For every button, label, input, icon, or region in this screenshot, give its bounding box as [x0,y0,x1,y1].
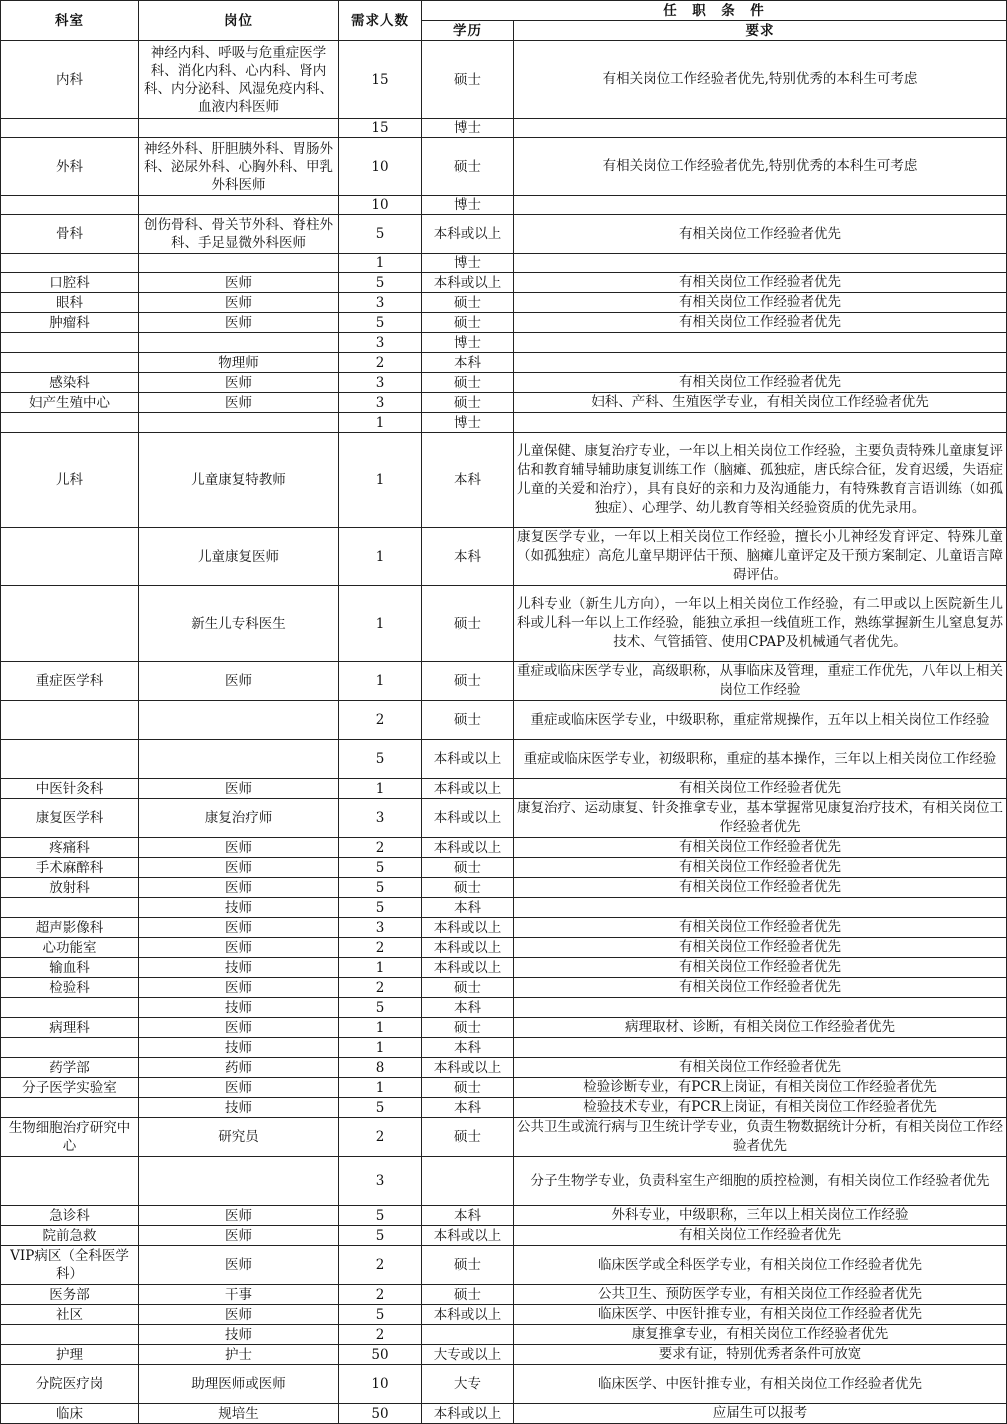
table-row [1,1226,1007,1246]
dept-cell: 重症医学科 [1,662,139,701]
count-cell: 3 [339,333,422,353]
count-cell: 10 [339,196,422,215]
dept-cell [1,701,139,740]
education-cell: 硕士 [422,858,514,878]
position-cell: 医师 [139,978,339,998]
dept-cell: 手术麻醉科 [1,858,139,878]
dept-cell: 肿瘤科 [1,313,139,333]
education-cell: 本科或以上 [422,958,514,978]
dept-cell: 院前急救 [1,1226,139,1246]
dept-cell: 中医针灸科 [1,779,139,799]
education-cell: 本科 [422,528,514,586]
table-row [1,333,1007,353]
count-cell: 1 [339,1078,422,1098]
position-cell: 医师 [139,1226,339,1246]
requirement-cell: 有相关岗位工作经验者优先 [514,858,1007,878]
education-cell: 硕士 [422,138,514,196]
table-row [1,254,1007,273]
count-cell: 3 [339,293,422,313]
count-cell: 8 [339,1058,422,1078]
header-position: 岗位 [139,1,339,41]
count-cell: 2 [339,978,422,998]
dept-cell [1,413,139,433]
count-cell: 5 [339,1098,422,1118]
table-row [1,1038,1007,1058]
requirement-cell: 有相关岗位工作经验者优先 [514,1226,1007,1246]
dept-cell [1,353,139,373]
position-cell: 物理师 [139,353,339,373]
requirement-cell: 临床医学或全科医学专业，有相关岗位工作经验者优先 [514,1246,1007,1285]
position-cell: 技师 [139,1098,339,1118]
table-row [1,1285,1007,1305]
position-cell [139,740,339,779]
count-cell: 5 [339,1206,422,1226]
count-cell: 3 [339,373,422,393]
position-cell: 技师 [139,998,339,1018]
table-row [1,1206,1007,1226]
count-cell: 10 [339,1365,422,1404]
education-cell: 本科或以上 [422,779,514,799]
table-row [1,978,1007,998]
table-row [1,1118,1007,1157]
table-row [1,662,1007,701]
table-row [1,119,1007,138]
dept-cell: 放射科 [1,878,139,898]
count-cell: 5 [339,878,422,898]
header-row-1 [1,1,1007,21]
header-conditions: 任 职 条 件 [422,1,1007,21]
dept-cell [1,196,139,215]
dept-cell: 生物细胞治疗研究中心 [1,1118,139,1157]
position-cell: 新生儿专科医生 [139,586,339,662]
dept-cell [1,1098,139,1118]
header-count: 需求人数 [339,1,422,41]
requirement-cell: 临床医学、中医针推专业，有相关岗位工作经验者优先 [514,1365,1007,1404]
education-cell [422,1325,514,1345]
count-cell: 3 [339,393,422,413]
requirement-cell: 有相关岗位工作经验者优先 [514,293,1007,313]
position-cell [139,413,339,433]
education-cell: 本科 [422,898,514,918]
dept-cell: 感染科 [1,373,139,393]
education-cell: 硕士 [422,1078,514,1098]
education-cell [422,1157,514,1206]
education-cell: 本科 [422,1098,514,1118]
requirement-cell: 有相关岗位工作经验者优先 [514,373,1007,393]
table-row [1,838,1007,858]
requirement-cell: 有相关岗位工作经验者优先 [514,215,1007,254]
count-cell: 5 [339,215,422,254]
table-row [1,998,1007,1018]
dept-cell: 口腔科 [1,273,139,293]
position-cell [139,119,339,138]
education-cell: 硕士 [422,373,514,393]
count-cell: 1 [339,1038,422,1058]
table-row [1,898,1007,918]
header-requirement: 要求 [514,21,1007,41]
dept-cell: 输血科 [1,958,139,978]
position-cell: 医师 [139,1246,339,1285]
table-row [1,393,1007,413]
count-cell: 50 [339,1345,422,1365]
position-cell: 医师 [139,1078,339,1098]
requirement-cell [514,119,1007,138]
position-cell: 医师 [139,313,339,333]
position-cell: 规培生 [139,1404,339,1424]
requirement-cell [514,413,1007,433]
education-cell: 本科 [422,353,514,373]
count-cell: 5 [339,273,422,293]
table-row [1,528,1007,586]
dept-cell: 康复医学科 [1,799,139,838]
count-cell: 1 [339,413,422,433]
education-cell: 本科 [422,1038,514,1058]
requirement-cell: 有相关岗位工作经验者优先 [514,958,1007,978]
requirement-cell: 有相关岗位工作经验者优先 [514,978,1007,998]
table-row [1,41,1007,119]
position-cell: 医师 [139,662,339,701]
dept-cell: 妇产生殖中心 [1,393,139,413]
education-cell: 本科或以上 [422,799,514,838]
dept-cell: 疼痛科 [1,838,139,858]
requirement-cell [514,254,1007,273]
position-cell: 神经内科、呼吸与危重症医学科、消化内科、心内科、肾内科、内分泌科、风湿免疫内科、血液内科医师 [139,41,339,119]
requirement-cell: 病理取材、诊断，有相关岗位工作经验者优先 [514,1018,1007,1038]
position-cell: 医师 [139,858,339,878]
education-cell: 硕士 [422,978,514,998]
requirement-cell: 有相关岗位工作经验者优先 [514,313,1007,333]
count-cell: 50 [339,1404,422,1424]
table-row [1,1365,1007,1404]
dept-cell [1,254,139,273]
count-cell: 3 [339,918,422,938]
count-cell: 15 [339,119,422,138]
table-row [1,1078,1007,1098]
count-cell: 3 [339,1157,422,1206]
table-row [1,433,1007,528]
position-cell: 儿童康复特教师 [139,433,339,528]
position-cell [139,254,339,273]
education-cell: 博士 [422,196,514,215]
education-cell: 硕士 [422,1246,514,1285]
position-cell: 医师 [139,273,339,293]
dept-cell: 骨科 [1,215,139,254]
count-cell: 1 [339,586,422,662]
header-education: 学历 [422,21,514,41]
dept-cell: 病理科 [1,1018,139,1038]
education-cell: 硕士 [422,1118,514,1157]
dept-cell: VIP病区（全科医学科） [1,1246,139,1285]
count-cell: 10 [339,138,422,196]
requirement-cell: 康复治疗、运动康复、针灸推拿专业，基本掌握常见康复治疗技术，有相关岗位工作经验者优先 [514,799,1007,838]
education-cell: 本科或以上 [422,1226,514,1246]
count-cell: 1 [339,958,422,978]
requirement-cell: 有相关岗位工作经验者优先,特别优秀的本科生可考虑 [514,41,1007,119]
education-cell: 本科 [422,1206,514,1226]
requirement-cell: 要求有证，特别优秀者条件可放宽 [514,1345,1007,1365]
header-dept: 科室 [1,1,139,41]
requirement-cell: 有相关岗位工作经验者优先 [514,1058,1007,1078]
count-cell: 5 [339,1226,422,1246]
dept-cell: 心功能室 [1,938,139,958]
education-cell: 大专或以上 [422,1345,514,1365]
requirement-cell: 外科专业，中级职称，三年以上相关岗位工作经验 [514,1206,1007,1226]
count-cell: 1 [339,528,422,586]
education-cell: 硕士 [422,1018,514,1038]
education-cell: 本科或以上 [422,740,514,779]
table-row [1,878,1007,898]
table-row [1,373,1007,393]
count-cell: 5 [339,313,422,333]
requirement-cell: 检验诊断专业，有PCR上岗证，有相关岗位工作经验者优先 [514,1078,1007,1098]
dept-cell [1,528,139,586]
position-cell: 创伤骨科、骨关节外科、脊柱外科、手足显微外科医师 [139,215,339,254]
position-cell: 干事 [139,1285,339,1305]
count-cell: 5 [339,740,422,779]
education-cell: 博士 [422,119,514,138]
education-cell: 本科或以上 [422,918,514,938]
count-cell: 2 [339,1285,422,1305]
count-cell: 1 [339,433,422,528]
count-cell: 1 [339,779,422,799]
position-cell: 助理医师或医师 [139,1365,339,1404]
requirement-cell: 分子生物学专业，负责科室生产细胞的质控检测，有相关岗位工作经验者优先 [514,1157,1007,1206]
education-cell: 博士 [422,254,514,273]
position-cell: 医师 [139,1305,339,1325]
requirement-cell: 妇科、产科、生殖医学专业，有相关岗位工作经验者优先 [514,393,1007,413]
education-cell: 硕士 [422,41,514,119]
dept-cell [1,740,139,779]
dept-cell: 药学部 [1,1058,139,1078]
education-cell: 硕士 [422,662,514,701]
position-cell: 医师 [139,918,339,938]
count-cell: 2 [339,838,422,858]
dept-cell [1,586,139,662]
education-cell: 硕士 [422,701,514,740]
requirement-cell: 公共卫生、预防医学专业，有相关岗位工作经验者优先 [514,1285,1007,1305]
position-cell: 医师 [139,938,339,958]
dept-cell [1,1038,139,1058]
dept-cell: 眼科 [1,293,139,313]
dept-cell [1,333,139,353]
table-row [1,938,1007,958]
count-cell: 1 [339,254,422,273]
position-cell: 技师 [139,1325,339,1345]
table-row [1,313,1007,333]
table-row [1,215,1007,254]
table-row [1,1157,1007,1206]
table-row [1,586,1007,662]
requirement-cell: 临床医学、中医针推专业，有相关岗位工作经验者优先 [514,1305,1007,1325]
position-cell: 技师 [139,1038,339,1058]
count-cell: 5 [339,898,422,918]
education-cell: 本科或以上 [422,1305,514,1325]
requirement-cell: 有相关岗位工作经验者优先 [514,779,1007,799]
dept-cell: 医务部 [1,1285,139,1305]
dept-cell: 外科 [1,138,139,196]
dept-cell: 超声影像科 [1,918,139,938]
dept-cell: 急诊科 [1,1206,139,1226]
dept-cell: 分院医疗岗 [1,1365,139,1404]
requirement-cell [514,898,1007,918]
requirement-cell: 检验技术专业，有PCR上岗证，有相关岗位工作经验者优先 [514,1098,1007,1118]
table-row [1,918,1007,938]
position-cell: 医师 [139,1018,339,1038]
position-cell: 康复治疗师 [139,799,339,838]
position-cell: 技师 [139,958,339,978]
count-cell: 2 [339,938,422,958]
requirement-cell: 重症或临床医学专业，中级职称，重症常规操作，五年以上相关岗位工作经验 [514,701,1007,740]
position-cell: 护士 [139,1345,339,1365]
education-cell: 硕士 [422,313,514,333]
education-cell: 硕士 [422,293,514,313]
table-row [1,293,1007,313]
table-row [1,779,1007,799]
position-cell: 药师 [139,1058,339,1078]
table-row [1,1018,1007,1038]
requirement-cell [514,998,1007,1018]
education-cell: 硕士 [422,878,514,898]
dept-cell [1,998,139,1018]
table-row [1,858,1007,878]
position-cell: 医师 [139,779,339,799]
dept-cell: 儿科 [1,433,139,528]
position-cell: 神经外科、肝胆胰外科、胃肠外科、泌尿外科、心胸外科、甲乳外科医师 [139,138,339,196]
count-cell: 2 [339,1118,422,1157]
dept-cell: 检验科 [1,978,139,998]
table-row [1,196,1007,215]
education-cell: 本科或以上 [422,1404,514,1424]
requirement-cell: 康复推拿专业，有相关岗位工作经验者优先 [514,1325,1007,1345]
count-cell: 2 [339,701,422,740]
education-cell: 硕士 [422,393,514,413]
requirement-cell [514,1038,1007,1058]
position-cell: 研究员 [139,1118,339,1157]
count-cell: 2 [339,353,422,373]
education-cell: 本科或以上 [422,938,514,958]
count-cell: 2 [339,1325,422,1345]
count-cell: 1 [339,662,422,701]
table-row [1,701,1007,740]
dept-cell [1,1157,139,1206]
position-cell: 医师 [139,838,339,858]
count-cell: 2 [339,1246,422,1285]
education-cell: 本科 [422,433,514,528]
position-cell: 技师 [139,898,339,918]
table-body [1,41,1007,1424]
count-cell: 3 [339,799,422,838]
position-cell: 医师 [139,293,339,313]
position-cell [139,196,339,215]
table-row [1,1098,1007,1118]
count-cell: 15 [339,41,422,119]
requirement-cell [514,353,1007,373]
count-cell: 5 [339,858,422,878]
requirement-cell: 康复医学专业，一年以上相关岗位工作经验，擅长小儿神经发育评定、特殊儿童（如孤独症）高危儿童早期评估干预、脑瘫儿童评定及干预方案制定、儿童语言障碍评估。 [514,528,1007,586]
education-cell: 本科或以上 [422,273,514,293]
requirement-cell: 儿科专业（新生儿方向），一年以上相关岗位工作经验，有二甲或以上医院新生儿科或儿科一年以上工作经验，能独立承担一线值班工作，熟练掌握新生儿窒息复苏技术、气管插管、使用CPAP及机械通气者优先。 [514,586,1007,662]
requirement-cell: 有相关岗位工作经验者优先,特别优秀的本科生可考虑 [514,138,1007,196]
requirement-cell: 重症或临床医学专业，高级职称，从事临床及管理，重症工作优先，八年以上相关岗位工作经验 [514,662,1007,701]
education-cell: 硕士 [422,586,514,662]
requirement-cell: 有相关岗位工作经验者优先 [514,838,1007,858]
table-row [1,1246,1007,1285]
position-cell [139,333,339,353]
requirement-cell [514,196,1007,215]
education-cell: 博士 [422,413,514,433]
table-row [1,1305,1007,1325]
requirement-cell: 有相关岗位工作经验者优先 [514,938,1007,958]
requirement-cell [514,333,1007,353]
count-cell: 5 [339,998,422,1018]
table-row [1,1404,1007,1424]
dept-cell: 临床 [1,1404,139,1424]
requirement-cell: 有相关岗位工作经验者优先 [514,918,1007,938]
position-cell: 医师 [139,1206,339,1226]
requirement-cell: 重症或临床医学专业，初级职称，重症的基本操作，三年以上相关岗位工作经验 [514,740,1007,779]
position-cell: 医师 [139,878,339,898]
education-cell: 本科或以上 [422,1058,514,1078]
table-row [1,1058,1007,1078]
education-cell: 本科或以上 [422,215,514,254]
dept-cell [1,898,139,918]
education-cell: 硕士 [422,1285,514,1305]
requirement-cell: 儿童保健、康复治疗专业，一年以上相关岗位工作经验，主要负责特殊儿童康复评估和教育辅导辅助康复训练工作（脑瘫、孤独症，唐氏综合征，发育迟缓，失语症儿童的关爱和治疗），具有良好的亲和力及沟通能力，有特殊教育言语训练（如孤独症）、心理学、幼儿教育等相关经验资质的优先录用。 [514,433,1007,528]
requirement-cell: 公共卫生或流行病与卫生统计学专业，负责生物数据统计分析，有相关岗位工作经验者优先 [514,1118,1007,1157]
dept-cell [1,1325,139,1345]
education-cell: 本科 [422,998,514,1018]
position-cell [139,701,339,740]
table-row [1,958,1007,978]
dept-cell: 社区 [1,1305,139,1325]
requirement-cell: 有相关岗位工作经验者优先 [514,273,1007,293]
table-row [1,138,1007,196]
education-cell: 博士 [422,333,514,353]
dept-cell: 内科 [1,41,139,119]
table-row [1,413,1007,433]
table-row [1,1345,1007,1365]
education-cell: 本科或以上 [422,838,514,858]
table-row [1,799,1007,838]
education-cell: 大专 [422,1365,514,1404]
position-cell: 医师 [139,373,339,393]
table-row [1,273,1007,293]
dept-cell [1,119,139,138]
position-cell: 医师 [139,393,339,413]
requirement-cell: 有相关岗位工作经验者优先 [514,878,1007,898]
dept-cell: 分子医学实验室 [1,1078,139,1098]
requirement-cell: 应届生可以报考 [514,1404,1007,1424]
position-cell [139,1157,339,1206]
position-cell: 儿童康复医师 [139,528,339,586]
table-row [1,740,1007,779]
count-cell: 1 [339,1018,422,1038]
table-row [1,1325,1007,1345]
table-row [1,353,1007,373]
dept-cell: 护理 [1,1345,139,1365]
count-cell: 5 [339,1305,422,1325]
